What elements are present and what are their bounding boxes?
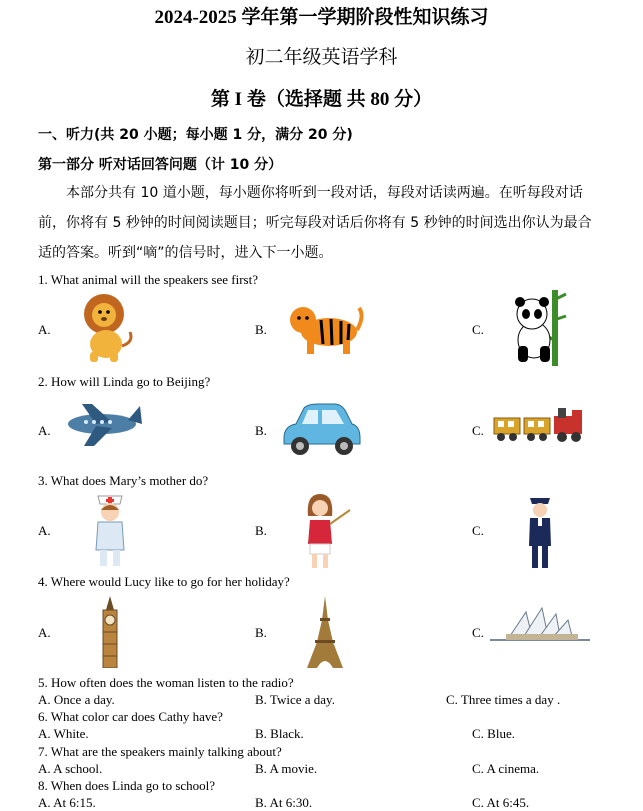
option-6b: B. Black.	[255, 726, 304, 741]
question-6: 6. What color car does Cathy have?	[38, 709, 223, 724]
big-ben-icon	[98, 596, 122, 668]
eiffel-tower-icon	[305, 596, 345, 668]
option-3a: A.	[38, 523, 51, 538]
option-1a: A.	[38, 322, 51, 337]
question-8: 8. When does Linda go to school?	[38, 778, 216, 793]
option-1c: C.	[472, 322, 484, 337]
question-5: 5. How often does the woman listen to the radio?	[38, 675, 294, 690]
question-4: 4. Where would Lucy like to go for her holiday?	[38, 574, 290, 589]
option-7a: A. A school.	[38, 761, 103, 776]
option-8b: B. At 6:30.	[255, 795, 313, 810]
option-1b: B.	[255, 322, 267, 337]
train-icon	[492, 406, 588, 444]
teacher-icon	[300, 490, 352, 570]
question-7: 7. What are the speakers mainly talking about?	[38, 744, 282, 759]
panda-icon	[504, 290, 568, 366]
option-8c: C. At 6:45.	[472, 795, 530, 810]
option-3b: B.	[255, 523, 267, 538]
option-4c: C.	[472, 625, 484, 640]
option-4b: B.	[255, 625, 267, 640]
option-6a: A. White.	[38, 726, 89, 741]
option-2a: A.	[38, 423, 51, 438]
tiger-icon	[285, 296, 365, 358]
option-5a: A. Once a day.	[38, 692, 115, 707]
page-subtitle: 初二年级英语学科	[245, 46, 398, 68]
option-8a: A. At 6:15.	[38, 795, 96, 810]
part-title: 第一部分 听对话回答问题（计 10 分）	[38, 157, 283, 173]
option-3c: C.	[472, 523, 484, 538]
airplane-icon	[62, 400, 144, 450]
sydney-opera-house-icon	[490, 606, 590, 646]
option-2b: B.	[255, 423, 267, 438]
option-5c: C. Three times a day .	[446, 692, 561, 707]
question-2: 2. How will Linda go to Beijing?	[38, 374, 211, 389]
section-title: 一、听力(共 20 小题；每小题 1 分，满分 20 分)	[38, 127, 353, 143]
question-1: 1. What animal will the speakers see first?	[38, 272, 258, 287]
page-title: 2024-2025 学年第一学期阶段性知识练习	[154, 7, 489, 28]
option-4a: A.	[38, 625, 51, 640]
option-7c: C. A cinema.	[472, 761, 540, 776]
option-5b: B. Twice a day.	[255, 692, 335, 707]
question-3: 3. What does Mary’s mother do?	[38, 473, 209, 488]
instructions: 本部分共有 10 道小题，每小题你将听到一段对话，每段对话读两遍。在听每段对话前，你将有 5 秒钟的时间阅读题目；听完每段对话后你将有 5 秒钟的时间选出你认为最合适的答案。听到“嘀”的信号时，进入下一小题。	[38, 185, 592, 261]
car-icon	[278, 400, 362, 458]
option-2c: C.	[472, 423, 484, 438]
option-7b: B. A movie.	[255, 761, 318, 776]
lion-icon	[70, 292, 138, 364]
nurse-icon	[90, 490, 130, 570]
police-officer-icon	[524, 490, 556, 570]
volume-title: 第 I 卷（选择题 共 80 分）	[210, 89, 433, 110]
option-6c: C. Blue.	[472, 726, 515, 741]
